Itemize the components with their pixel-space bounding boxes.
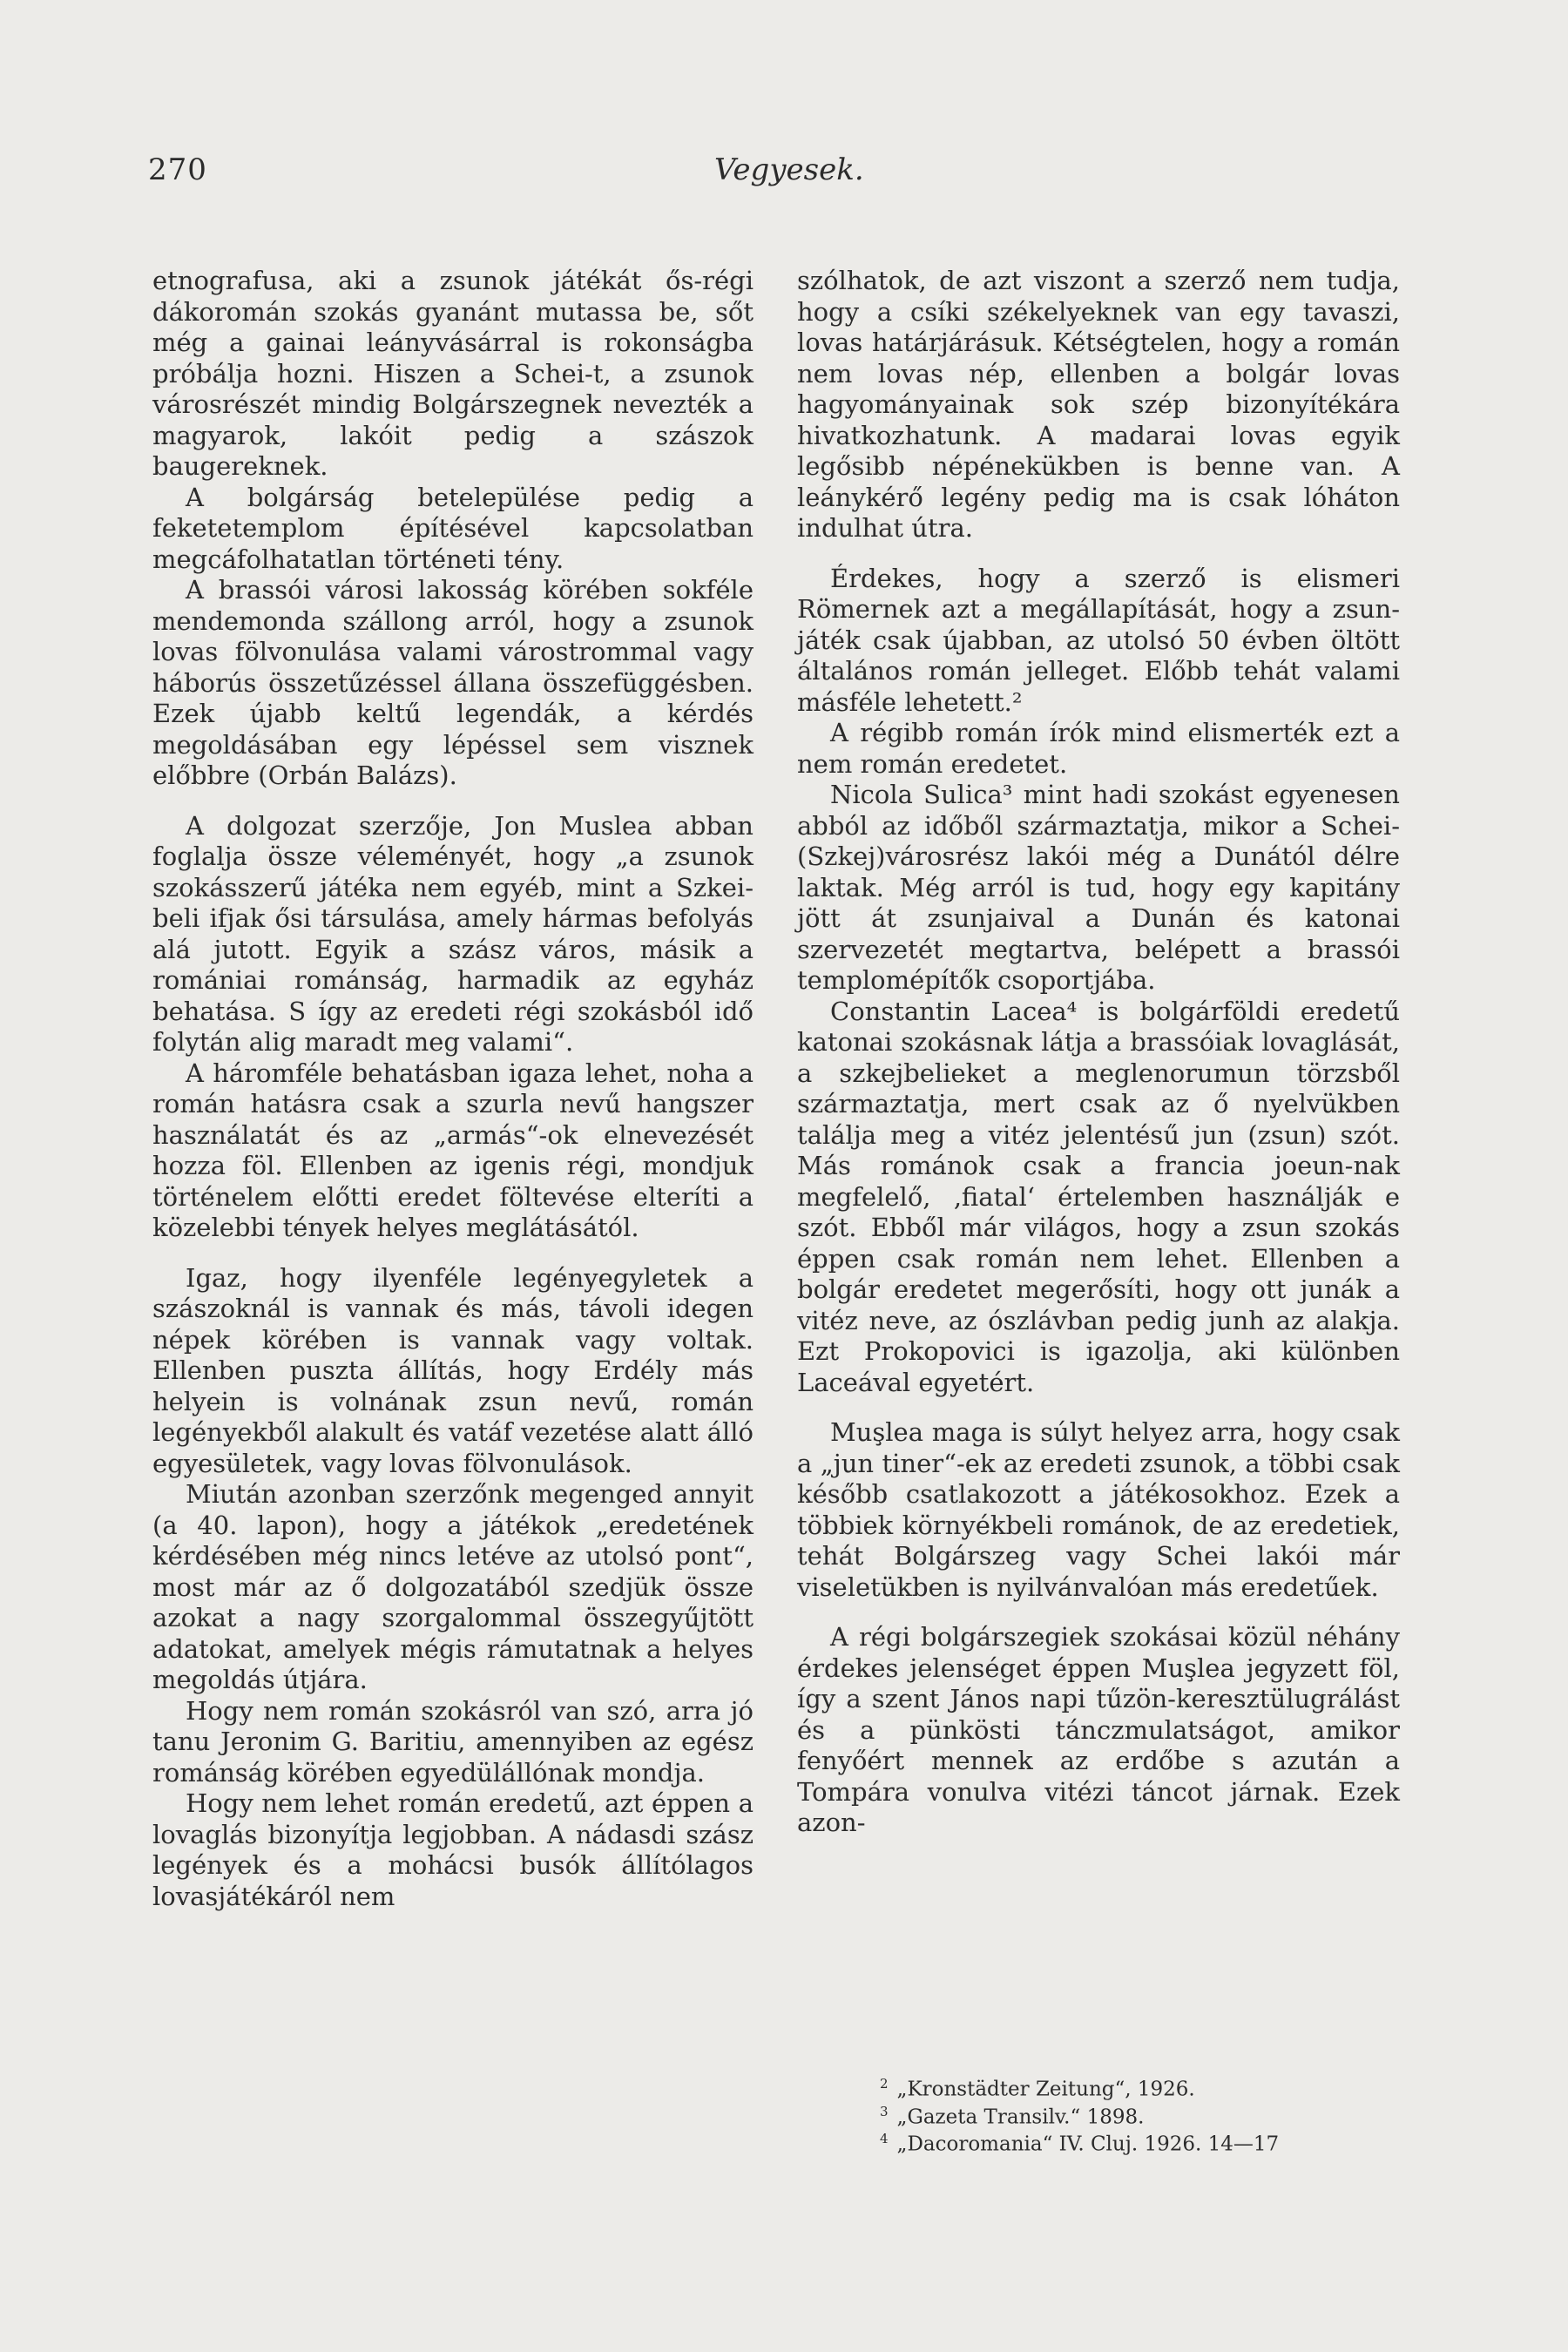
paragraph: A régi bolgárszegiek szokásai közül néhány érdekes jelenséget éppen Muşlea jegyzett föl, így a szent János napi tűzön-keresztülugrálást és a pünkösti tánczmulatságot, amikor fenyőért mennek az erdőbe s azután a Tompára vonulva vitézi táncot járnak. Ezek azon-	[797, 1622, 1400, 1837]
paragraph: Nicola Sulica³ mint hadi szokást egyenesen abból az időből származtatja, mikor a Schei-(Szkej)városrész lakói még a Dunától délre laktak. Még arról is tud, hogy egy kapitány jött át zsunjaival a Dunán és katonai szervezetét megtartva, belépett a brassói templomépítők csoportjába.	[797, 780, 1400, 995]
paragraph: Hogy nem lehet román eredetű, azt éppen a lovaglás bizonyítja legjobban. A nádasdi szász legények és a mohácsi busók állítólagos lovasjátékáról nem	[152, 1788, 754, 1911]
footnote-text: „Dacoromania“ IV. Cluj. 1926. 14—17	[896, 2132, 1280, 2156]
footnote-text: „Kronstädter Zeitung“, 1926.	[896, 2078, 1195, 2101]
paragraph: Muşlea maga is súlyt helyez arra, hogy csak a „jun tiner“-ek az eredeti zsunok, a többi csak később csatlakozott a játékosokhoz. Ezek a többiek környékbeli románok, de az eredetiek, tehát Bolgárszeg vagy Schei lakói már viseletükben is nyilvánvalóan más eredetűek.	[797, 1417, 1400, 1602]
footnotes	[880, 2073, 1402, 2156]
page-number: 270	[148, 152, 207, 187]
paragraph: Igaz, hogy ilyenféle legényegyletek a szászoknál is vannak és más, távoli idegen népek körében is vannak vagy voltak. Ellenben puszta állítás, hogy Erdély más helyein is volnának zsun nevű, román legényekből alakult és vatáf vezetése alatt álló egyesületek, vagy lovas fölvonulások.	[152, 1262, 754, 1478]
paragraph: etnografusa, aki a zsunok játékát ős-régi dákoromán szokás gyanánt mutassa be, sőt még a gainai leányvásárral is rokonságba próbálja hozni. Hiszen a Schei-t, a zsunok városrészét mindig Bolgárszegnek nevezték a magyarok, lakóit pedig a szászok baugereknek.	[152, 266, 754, 481]
paragraph: A dolgozat szerzője, Jon Muslea abban foglalja össze véleményét, hogy „a zsunok szokásszerű játéka nem egyéb, mint a Szkei-beli ifjak ősi társulása, amely hármas befolyás alá jutott. Egyik a szász város, másik a romániai románság, harmadik az egyház behatása. S így az eredeti régi szokásból idő folytán alig maradt meg valami“.	[152, 810, 754, 1057]
footnote	[880, 2073, 1402, 2101]
paragraph: Érdekes, hogy a szerző is elismeri Römernek azt a megállapítását, hogy a zsun-játék csak újabban, az utolsó 50 évben öltött általános román jelleget. Előbb tehát valami másféle lehetett.²	[797, 563, 1400, 717]
right-column	[797, 266, 1400, 1839]
footnote-text: „Gazeta Transilv.“ 1898.	[896, 2105, 1145, 2129]
paragraph: A háromféle behatásban igaza lehet, noha a román hatásra csak a szurla nevű hangszer használatát és az „armás“-ok elnevezését hozza föl. Ellenben az igenis régi, mondjuk történelem előtti eredet föltevése elteríti a közelebbi tények helyes meglátásától.	[152, 1058, 754, 1242]
paragraph: Constantin Lacea⁴ is bolgárföldi eredetű katonai szokásnak látja a brassóiak lovaglását, a szkejbelieket a meglenorumun törzsből származtatja, mert csak az ő nyelvükben találja meg a vitéz jelentésű jun (zsun) szót. Más románok csak a francia joeun-nak megfelelő, ‚fiatal‘ értelemben használják e szót. Ebből már világos, hogy a zsun szokás éppen csak román nem lehet. Ellenben a bolgár eredetet megerősíti, hogy ott junák a vitéz neve, az ószlávban pedig junh az alakja. Ezt Prokopovici is igazolja, aki különben Laceával egyetért.	[797, 996, 1400, 1397]
footnote-number: 4	[880, 2131, 889, 2147]
paragraph: Hogy nem román szokásról van szó, arra jó tanu Jeronim G. Baritiu, amennyiben az egész románság körében egyedülállónak mondja.	[152, 1695, 754, 1788]
left-column	[152, 266, 754, 1912]
paragraph: A régibb román írók mind elismerték ezt a nem román eredetet.	[797, 718, 1400, 779]
footnote	[880, 2128, 1402, 2156]
paragraph: A bolgárság betelepülése pedig a feketetemplom építésével kapcsolatban megcáfolhatatlan történeti tény.	[152, 482, 754, 574]
footnote-number: 2	[880, 2076, 889, 2092]
footnote-number: 3	[880, 2103, 889, 2119]
running-head: Vegyesek.	[714, 152, 864, 187]
paragraph: szólhatok, de azt viszont a szerző nem tudja, hogy a csíki székelyeknek van egy tavaszi, lovas határjárásuk. Kétségtelen, hogy a román nem lovas nép, ellenben a bolgár lovas hagyományainak sok szép bizonyítékára hivatkozhatunk. A madarai lovas egyik legősibb népénekükben is benne van. A leánykérő legény pedig ma is csak lóháton indulhat útra.	[797, 266, 1400, 543]
paragraph: A brassói városi lakosság körében sokféle mendemonda szállong arról, hogy a zsunok lovas fölvonulása valami várostrommal vagy háborús összetűzéssel állana összefüggésben. Ezek újabb keltű legendák, a kérdés megoldásában egy lépéssel sem visznek előbbre (Orbán Balázs).	[152, 575, 754, 790]
footnote	[880, 2101, 1402, 2129]
paragraph: Miután azonban szerzőnk megenged annyit (a 40. lapon), hogy a játékok „eredetének kérdésében még nincs letéve az utolsó pont“, most már az ő dolgozatából szedjük össze azokat a nagy szorgalommal összegyűjtött adatokat, amelyek mégis rámutatnak a helyes megoldás útjára.	[152, 1479, 754, 1694]
